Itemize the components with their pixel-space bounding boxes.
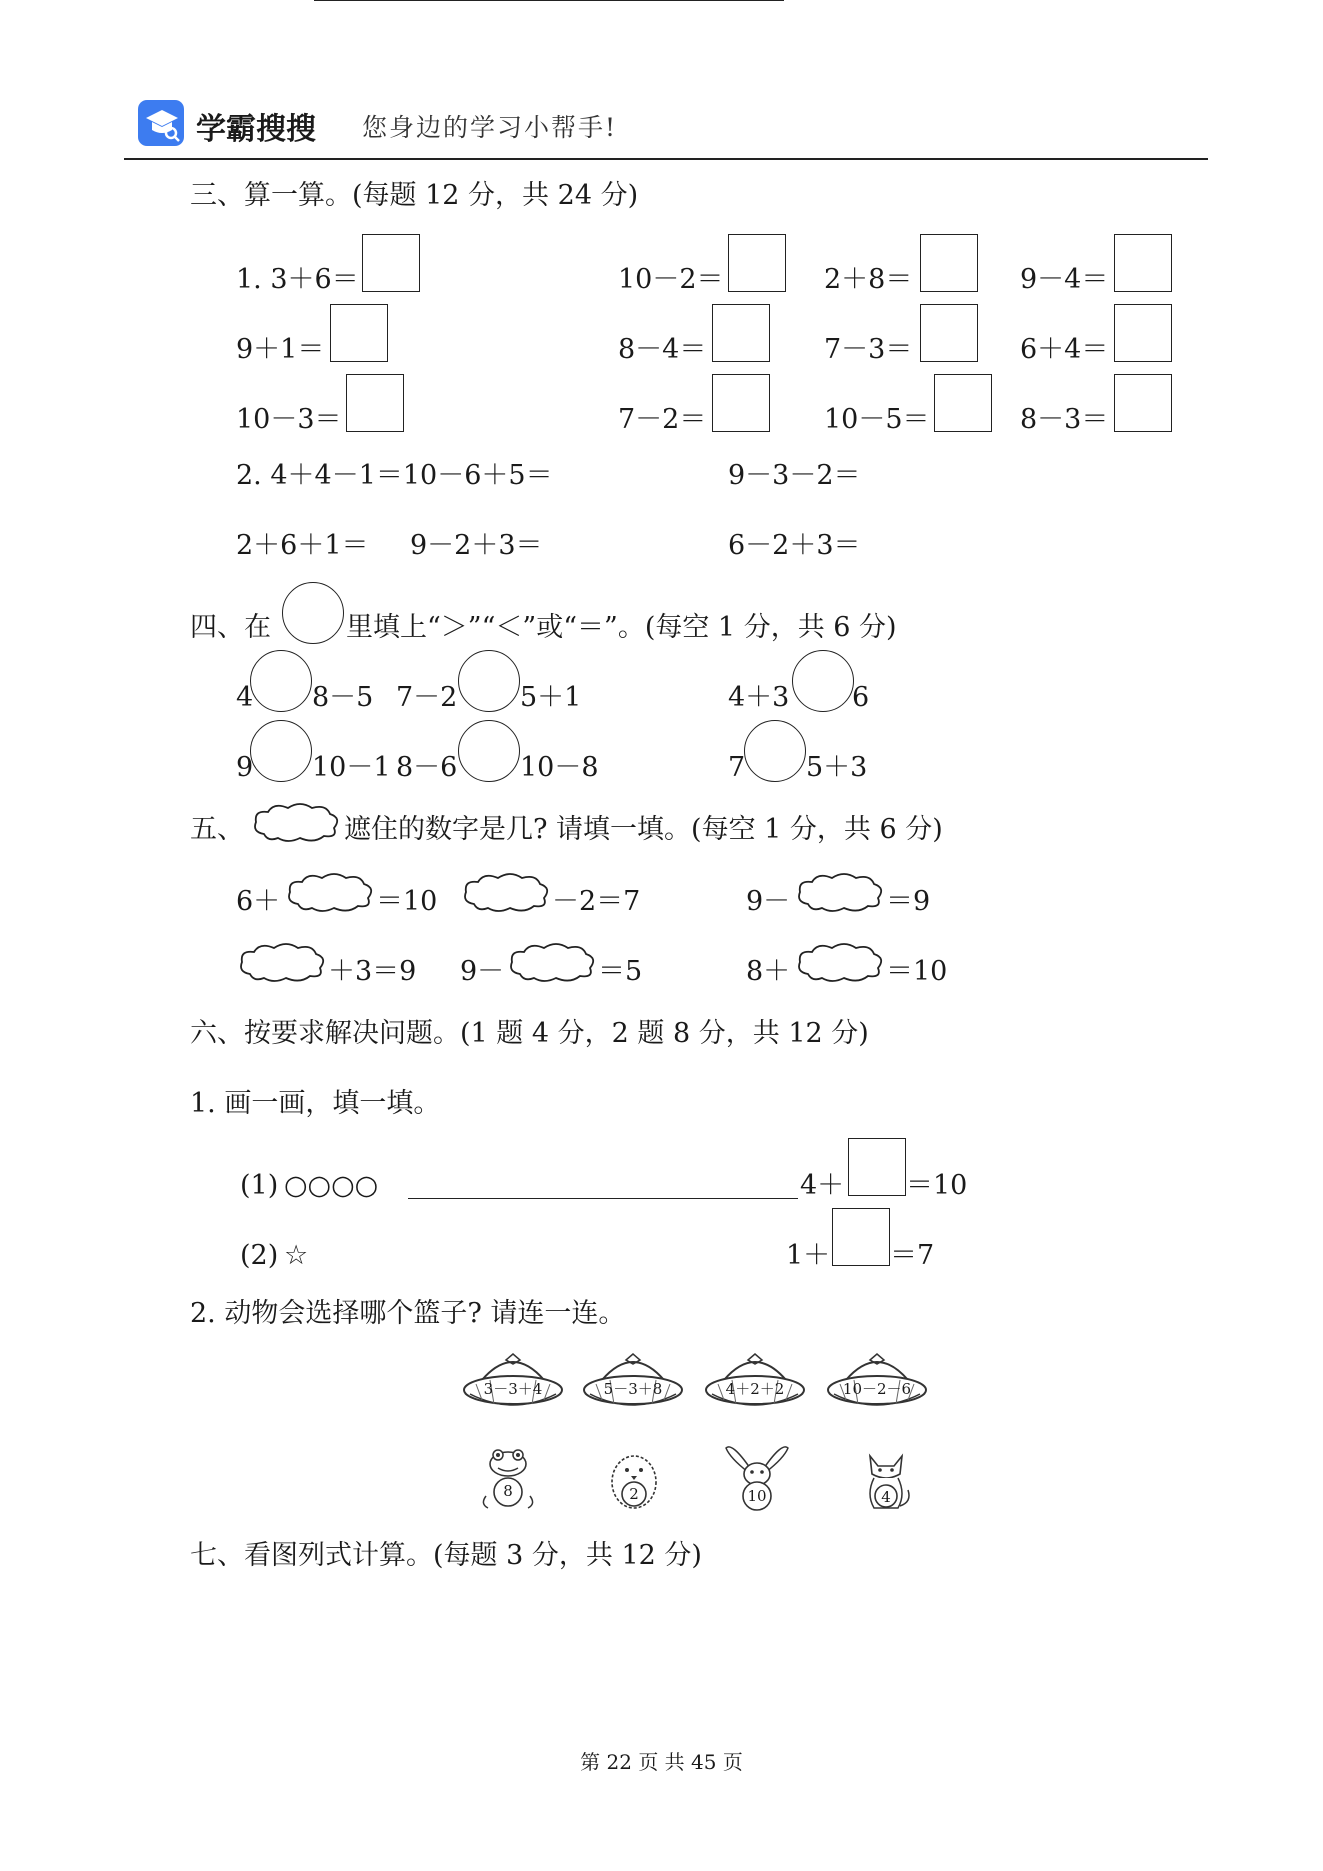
basket-label: 4＋2＋2 xyxy=(725,1380,785,1398)
basket-label: 3－3＋4 xyxy=(483,1380,543,1398)
eq-3b-2-1: 2＋6＋1＝ xyxy=(236,530,369,561)
animal-number: 4 xyxy=(881,1488,891,1506)
cmp-right: 6 xyxy=(852,682,870,713)
cmp-left: 7－2 xyxy=(396,682,458,713)
cmp-right: 10－1 xyxy=(312,752,391,783)
cmp-left: 8－6 xyxy=(396,752,458,783)
page-number: 第 22 页 共 45 页 xyxy=(580,1750,743,1774)
cmp-left: 9 xyxy=(236,752,254,783)
answer-box[interactable] xyxy=(712,374,770,432)
eq-3-1-4: 9－4＝ xyxy=(1020,264,1109,295)
section4-title-pre: 四、在 xyxy=(190,612,271,643)
cmp-left: 4 xyxy=(236,682,254,713)
cmp-right: 5＋3 xyxy=(806,752,868,783)
cmp-left: 7 xyxy=(728,752,746,783)
draw-line[interactable] xyxy=(314,0,784,1)
app-title: 学霸搜搜 xyxy=(196,112,316,147)
cloud-eq-part: 6＋ xyxy=(236,886,281,917)
p2-eq-post: ＝7 xyxy=(890,1240,935,1271)
eq-3-3-1: 10－3＝ xyxy=(236,404,342,435)
cloud-eq-part: ＝10 xyxy=(376,886,438,917)
answer-box[interactable] xyxy=(920,234,978,292)
section3-title: 三、算一算。(每题 12 分，共 24 分) xyxy=(190,180,639,211)
cloud-eq-part: －2＝7 xyxy=(552,886,641,917)
eq-3-2-2: 8－4＝ xyxy=(618,334,707,365)
eq-3-2-4: 6＋4＝ xyxy=(1020,334,1109,365)
p2-shapes: ☆ xyxy=(284,1240,309,1271)
cat[interactable] xyxy=(856,1446,916,1516)
basket-4[interactable] xyxy=(826,1350,928,1414)
basket-label: 5－3＋8 xyxy=(603,1380,663,1398)
p1-eq-pre: 4＋ xyxy=(800,1170,845,1201)
p2-label: (2) xyxy=(240,1240,279,1271)
eq-3-3-4: 8－3＝ xyxy=(1020,404,1109,435)
logo-icon xyxy=(138,100,184,146)
p2-eq-pre: 1＋ xyxy=(786,1240,831,1271)
eq-3b-2-3: 6－2＋3＝ xyxy=(728,530,861,561)
frog[interactable] xyxy=(478,1446,538,1512)
animal-number: 8 xyxy=(503,1482,513,1500)
cloud-answer[interactable] xyxy=(284,870,376,914)
answer-box[interactable] xyxy=(330,304,388,362)
section5-title-post: 遮住的数字是几? 请填一填。(每空 1 分，共 6 分) xyxy=(344,814,943,845)
answer-box[interactable] xyxy=(346,374,404,432)
app-slogan: 您身边的学习小帮手! xyxy=(362,113,618,142)
compare-circle[interactable] xyxy=(744,720,806,782)
section6-q1: 1. 画一画，填一填。 xyxy=(190,1088,441,1119)
compare-circle[interactable] xyxy=(458,720,520,782)
draw-line[interactable] xyxy=(408,1198,798,1199)
cmp-left: 4＋3 xyxy=(728,682,790,713)
cloud-eq-part: 9－ xyxy=(746,886,791,917)
basket-1[interactable] xyxy=(462,1350,564,1414)
compare-circle[interactable] xyxy=(458,650,520,712)
eq-3-3-2: 7－2＝ xyxy=(618,404,707,435)
answer-box[interactable] xyxy=(362,234,420,292)
animal-number: 10 xyxy=(747,1487,767,1505)
p1-label: (1) xyxy=(240,1170,279,1201)
chick[interactable] xyxy=(604,1446,664,1512)
cloud-eq-part: 8＋ xyxy=(746,956,791,987)
cloud-answer[interactable] xyxy=(460,870,552,914)
section5-title-pre: 五、 xyxy=(190,814,244,845)
animal-number: 2 xyxy=(629,1485,639,1503)
eq-3-2-1: 9＋1＝ xyxy=(236,334,325,365)
cloud-icon xyxy=(250,800,342,844)
cmp-right: 5＋1 xyxy=(520,682,582,713)
answer-box[interactable] xyxy=(832,1208,890,1266)
p1-shapes: ○○○○ xyxy=(284,1170,379,1201)
cmp-right: 8－5 xyxy=(312,682,374,713)
header-divider xyxy=(124,158,1208,160)
logo xyxy=(138,100,184,146)
cloud-eq-part: ＋3＝9 xyxy=(328,956,417,987)
eq-3-3-3: 10－5＝ xyxy=(824,404,930,435)
cloud-eq-part: ＝10 xyxy=(886,956,948,987)
basket-label: 10－2－6 xyxy=(842,1380,912,1398)
eq-3-2-3: 7－3＝ xyxy=(824,334,913,365)
answer-box[interactable] xyxy=(1114,234,1172,292)
answer-box[interactable] xyxy=(1114,304,1172,362)
section4-title-post: 里填上“＞”“＜”或“＝”。(每空 1 分，共 6 分) xyxy=(346,612,897,643)
compare-circle[interactable] xyxy=(250,720,312,782)
rabbit[interactable] xyxy=(722,1440,792,1512)
eq-3b-2-2: 9－2＋3＝ xyxy=(410,530,543,561)
eq-3-1-1: 1. 3＋6＝ xyxy=(236,264,359,295)
answer-box[interactable] xyxy=(934,374,992,432)
cloud-answer[interactable] xyxy=(794,940,886,984)
answer-box[interactable] xyxy=(848,1138,906,1196)
eq-3b-1-2: 9－3－2＝ xyxy=(728,460,861,491)
cloud-eq-part: 9－ xyxy=(460,956,505,987)
cloud-answer[interactable] xyxy=(794,870,886,914)
eq-3-1-3: 2＋8＝ xyxy=(824,264,913,295)
frog-icon xyxy=(478,1446,538,1512)
cloud-eq-part: ＝5 xyxy=(598,956,643,987)
basket-2[interactable] xyxy=(582,1350,684,1414)
answer-box[interactable] xyxy=(728,234,786,292)
section6-q2: 2. 动物会选择哪个篮子? 请连一连。 xyxy=(190,1298,626,1329)
cloud-answer[interactable] xyxy=(236,940,328,984)
compare-circle-icon xyxy=(282,582,344,644)
section6-title: 六、按要求解决问题。(1 题 4 分，2 题 8 分，共 12 分) xyxy=(190,1018,869,1049)
eq-3b-1-1: 2. 4＋4－1＝10－6＋5＝ xyxy=(236,460,553,491)
cloud-answer[interactable] xyxy=(506,940,598,984)
answer-box[interactable] xyxy=(712,304,770,362)
answer-box[interactable] xyxy=(920,304,978,362)
compare-circle[interactable] xyxy=(792,650,854,712)
compare-circle[interactable] xyxy=(250,650,312,712)
section7-title: 七、看图列式计算。(每题 3 分，共 12 分) xyxy=(190,1540,702,1571)
basket-3[interactable] xyxy=(704,1350,806,1414)
answer-box[interactable] xyxy=(1114,374,1172,432)
eq-3-1-2: 10－2＝ xyxy=(618,264,724,295)
cmp-right: 10－8 xyxy=(520,752,599,783)
p1-eq-post: ＝10 xyxy=(906,1170,968,1201)
cloud-eq-part: ＝9 xyxy=(886,886,931,917)
